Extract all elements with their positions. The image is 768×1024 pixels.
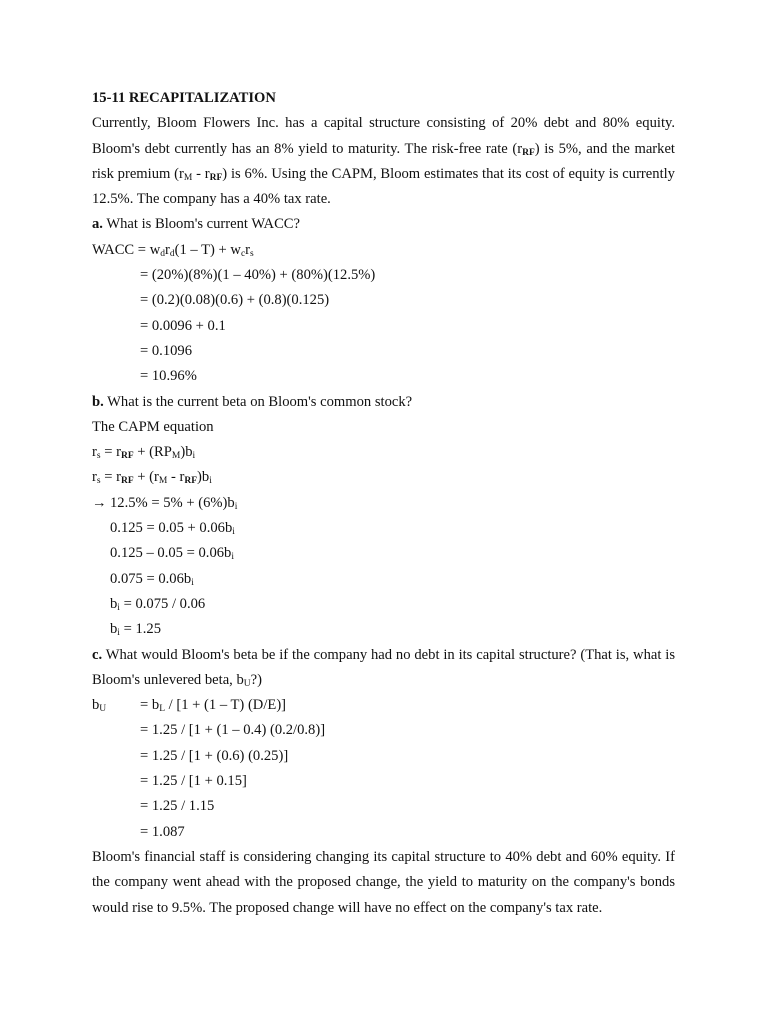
wacc-r: r [164, 241, 170, 258]
wacc-step: = 0.1096 [140, 342, 193, 359]
beta-step-sub: i [117, 602, 120, 613]
bu-b: b [92, 697, 100, 714]
beta-step [92, 516, 675, 541]
beta-step-sub: i [191, 577, 194, 588]
intro-text-1: Currently, Bloom Flowers Inc. has a capital structure consisting of 20% debt and 80% equity. Bloom's debt currently has an 8% yield to maturity. The risk-free rate (r [92, 115, 675, 157]
bu-first-pre: = b [140, 697, 160, 714]
eq1-part: + (RP [133, 444, 172, 461]
capm-equation-2 [92, 465, 675, 490]
intro-paragraph [92, 111, 675, 212]
question-a [92, 212, 675, 237]
intro-text-4: ) is 6%. Using the CAPM, Bloom estimates that its cost of equity is currently 12.5%. The company has a 40% tax rate. [92, 165, 675, 208]
beta-step [92, 592, 675, 617]
unlevered-beta-step: = 1.25 / [1 + (1 – 0.4) (0.2/0.8)] [140, 722, 326, 739]
beta-step-text: b [110, 595, 118, 612]
unlevered-beta-formula [92, 693, 675, 718]
eq2-sub: M [158, 476, 168, 487]
eq2-part: )b [197, 469, 210, 486]
question-b-label: b. [92, 393, 104, 410]
intro-sub-rf-2: RF [209, 172, 223, 183]
wacc-sub-d: d [160, 248, 165, 259]
bu-first-sub: L [159, 704, 165, 715]
question-b-text: What is the current beta on Bloom's common stock? [103, 393, 413, 410]
unlevered-beta-step: = 1.087 [140, 823, 185, 840]
capm-heading: The CAPM equation [92, 418, 214, 435]
eq2-sub: i [209, 476, 212, 487]
wacc-step: = (0.2)(0.08)(0.6) + (0.8)(0.125) [140, 292, 330, 309]
eq2-part: + (r [133, 469, 159, 486]
eq2-part: - r [167, 469, 185, 486]
beta-step-sub: i [234, 501, 238, 512]
wacc-step: = (20%)(8%)(1 – 40%) + (80%)(12.5%) [140, 267, 376, 284]
eq2-sub: RF [120, 476, 134, 487]
question-c-text-end: ?) [250, 671, 262, 688]
wacc-sub-s: s [250, 248, 254, 259]
question-c-sub: U [243, 678, 251, 689]
unlevered-beta-step: = 1.25 / [1 + 0.15] [140, 773, 247, 790]
beta-step [92, 567, 675, 592]
eq2-sub: RF [184, 476, 198, 487]
capm-equation-1 [92, 440, 675, 465]
beta-step-sub: i [232, 527, 235, 538]
eq1-sub: s [96, 451, 101, 462]
document-body [92, 86, 675, 921]
closing-paragraph: Bloom's financial staff is considering changing its capital structure to 40% debt and 60% equity. If the company went ahead with the proposed change, the yield to maturity on the company's bonds would rise to 9.5%. The proposed change will have no effect on the company's tax rate. [92, 848, 675, 916]
beta-step [92, 541, 675, 566]
unlevered-beta-step: = 1.25 / 1.15 [140, 798, 215, 815]
eq1-sub: i [192, 451, 196, 462]
bu-sub: U [99, 704, 107, 715]
wacc-sub-c: c [240, 248, 246, 259]
intro-text-2: ) is 5%, and the market risk premium (r [92, 140, 675, 182]
eq2-part: r [92, 469, 97, 486]
question-c-label: c. [92, 646, 103, 663]
beta-step-sub: i [117, 628, 120, 639]
question-c-text: What would Bloom's beta be if the company had no debt in its capital structure? (That is, what is Bloom's unlevered beta, b [92, 646, 675, 688]
eq1-part: = r [100, 444, 121, 461]
wacc-mid: (1 – T) + w [174, 241, 241, 258]
beta-step [92, 491, 675, 516]
eq1-part: )b [180, 444, 193, 461]
section-title: 15-11 RECAPITALIZATION [92, 90, 276, 106]
beta-step-text: 0.125 – 0.05 = 0.06b [110, 545, 232, 562]
question-c [92, 643, 675, 694]
intro-text-3: - r [192, 165, 210, 182]
wacc-formula [92, 238, 675, 263]
question-b [92, 390, 675, 415]
beta-step-text: 12.5% = 5% + (6%)b [110, 494, 235, 511]
wacc-sub-d2: d [169, 248, 175, 259]
beta-step-text: b [110, 621, 118, 638]
eq2-sub: s [96, 476, 101, 487]
eq2-part: = r [100, 469, 121, 486]
beta-step-text: 0.075 = 0.06b [110, 570, 192, 587]
beta-step-text: = 0.075 / 0.06 [119, 595, 206, 612]
arrow-right-icon: → [92, 494, 107, 511]
unlevered-beta-step: = 1.25 / [1 + (0.6) (0.25)] [140, 747, 289, 764]
wacc-step: = 0.0096 + 0.1 [140, 317, 226, 334]
question-a-text: What is Bloom's current WACC? [102, 216, 301, 233]
intro-sub-m: M [183, 172, 193, 183]
beta-step-text: = 1.25 [119, 621, 162, 638]
beta-step-sub: i [231, 552, 234, 563]
question-a-label: a. [92, 216, 103, 233]
bu-first-post: / [1 + (1 – T) (D/E)] [165, 697, 287, 714]
beta-step [92, 617, 675, 642]
wacc-step: = 10.96% [140, 368, 197, 385]
eq1-sub: RF [120, 451, 134, 462]
intro-sub-rf: RF [522, 147, 535, 158]
eq1-part: r [92, 444, 97, 461]
wacc-r2: r [245, 241, 251, 258]
eq1-sub: M [171, 451, 181, 462]
beta-step-text: 0.125 = 0.05 + 0.06b [110, 520, 233, 537]
unlevered-beta-label [92, 693, 140, 718]
wacc-lhs: WACC = w [92, 241, 161, 258]
